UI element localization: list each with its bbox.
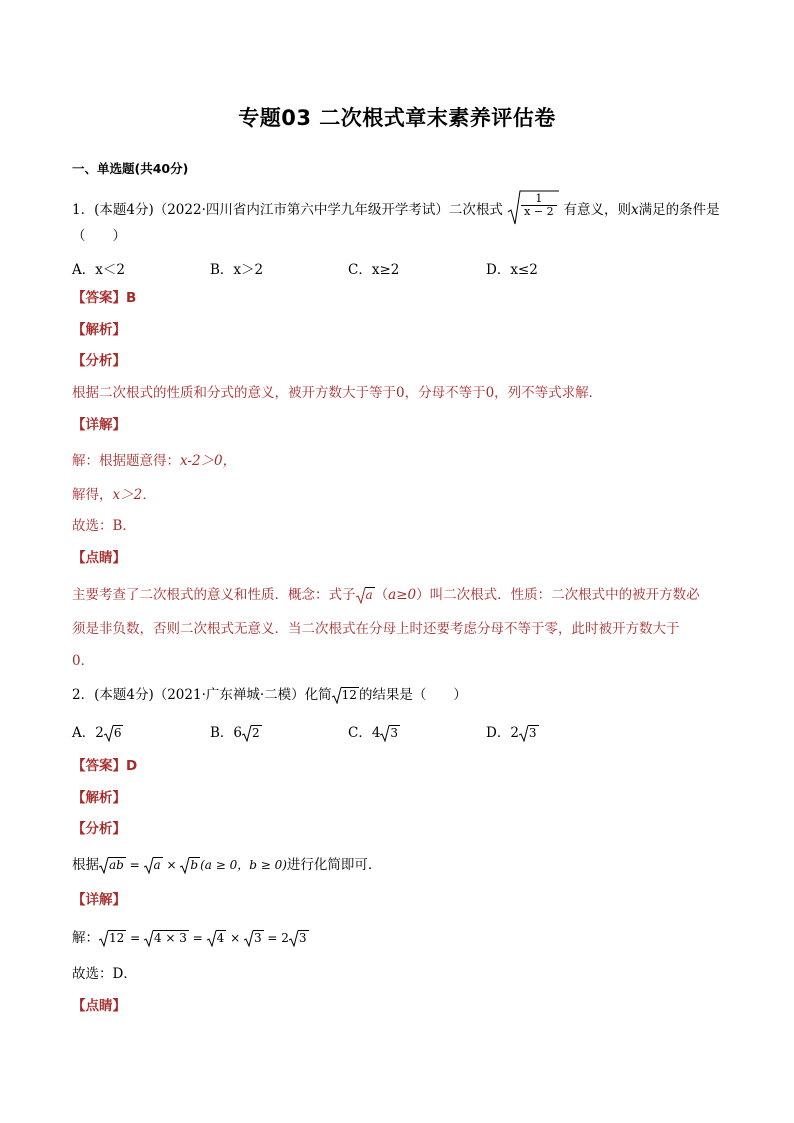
q1-xiangjie-label: 【详解】 — [72, 417, 126, 433]
q2-stem-radicand: 12 — [341, 688, 357, 702]
q1-frac-den: x − 2 — [524, 205, 554, 218]
q1-remark-line1 — [72, 586, 700, 604]
q2-sol-radicand-3: 4 — [216, 931, 225, 945]
q1-rem1-b: （ — [374, 587, 389, 603]
q1-remark-line3: 0． — [72, 653, 95, 669]
q1-rem1-d: ）叫二次根式．性质：二次根式中的被开方数必 — [416, 587, 700, 603]
q2-formula-radical-ab — [108, 857, 126, 873]
q2-sol-eq-3: = 2 — [263, 931, 289, 945]
q2-stem-radical — [341, 687, 359, 703]
radical-sign-icon — [519, 725, 529, 742]
q2-option-c-radicand: 3 — [390, 726, 399, 740]
q2-formula-radical-a — [153, 857, 163, 873]
q2-option-a-coef: A．2 — [72, 725, 104, 741]
q2-xiangjie-label: 【详解】 — [72, 892, 126, 908]
q2-formula-condition: (a ≥ 0，b ≥ 0) — [200, 858, 287, 872]
q1-stem-b: 有意义，则 — [563, 202, 631, 218]
q2-option-a-radicand: 6 — [113, 726, 122, 740]
q1-fenxi-label: 【分析】 — [72, 353, 126, 369]
radical-sign-icon — [380, 725, 390, 742]
q2-option-b-radicand: 2 — [252, 726, 260, 740]
radical-sign-icon — [289, 930, 299, 947]
q2-option-b-radical — [251, 725, 262, 741]
q2-choose: 故选：D． — [72, 966, 137, 982]
q1-sol2-b: x＞2． — [112, 487, 156, 503]
section-heading: 一、单选题(共40分) — [72, 161, 189, 176]
q2-sol-radical-3 — [216, 930, 227, 946]
q1-option-d: D．x≤2 — [486, 262, 538, 278]
q1-radical — [507, 190, 559, 226]
q2-formula-ab: ab — [109, 858, 124, 872]
q2-analysis-b: 进行化简即可． — [286, 857, 382, 873]
q2-option-d-radical — [528, 725, 539, 741]
q2-option-d — [486, 721, 539, 741]
q2-sol-a: 解： — [72, 930, 99, 946]
q1-stem-a: 1．(本题4分)（2022·四川省内江市第六中学九年级开学考试）二次根式 — [72, 202, 503, 218]
q2-formula-a: a — [153, 858, 161, 872]
q1-sol2-a: 解得， — [72, 487, 113, 503]
radical-sign-icon — [207, 930, 217, 947]
q2-sol-eq-2: = — [188, 931, 207, 945]
q2-option-a-radical — [113, 725, 124, 741]
q2-formula-radical-b — [189, 857, 200, 873]
q2-option-b-coef: B．6 — [210, 725, 243, 741]
q1-solution-line2 — [72, 486, 156, 504]
q2-formula-b: b — [190, 858, 199, 872]
q1-analysis: 根据二次根式的性质和分式的意义，被开方数大于等于0，分母不等于0，列不等式求解． — [72, 385, 603, 401]
q2-stem-a: 2．(本题4分)（2021·广东禅城·二模）化简 — [72, 687, 332, 703]
q2-formula-eq: = — [125, 858, 144, 872]
q2-option-a — [72, 721, 123, 741]
q2-solution — [72, 929, 309, 947]
radical-sign-icon — [144, 857, 154, 874]
q2-sol-radical-5 — [298, 930, 309, 946]
q2-sol-radicand-2: 4 × 3 — [153, 931, 187, 945]
q1-dianjing-label: 【点睛】 — [72, 550, 126, 566]
q1-option-c: C．x≥2 — [348, 262, 400, 278]
q1-jiexi-label: 【解析】 — [72, 322, 126, 338]
q2-sol-radical-2 — [153, 930, 189, 946]
q1-fraction — [521, 193, 556, 218]
q1-sol1-a: 解：根据题意得： — [72, 453, 180, 469]
q1-rem1-a: 主要考查了二次根式的意义和性质．概念：式子 — [72, 587, 356, 603]
q2-answer: 【答案】D — [72, 758, 138, 774]
radical-sign-icon — [99, 930, 109, 947]
q2-option-c-radical — [389, 725, 400, 741]
q2-option-c — [348, 721, 400, 741]
q1-option-a: A．x＜2 — [72, 262, 125, 278]
q1-rem1-radical — [365, 587, 375, 603]
q2-option-b — [210, 721, 262, 741]
q1-frac-num: 1 — [521, 193, 556, 206]
q1-stem-c: 满足的条件是 — [638, 202, 720, 218]
q2-option-d-coef: D．2 — [486, 725, 519, 741]
q2-sol-radical-1 — [108, 930, 126, 946]
q2-analysis-a: 根据 — [72, 857, 99, 873]
q1-option-b: B．x＞2 — [210, 262, 264, 278]
q2-option-c-coef: C．4 — [348, 725, 381, 741]
q2-option-d-radicand: 3 — [528, 726, 537, 740]
radical-sign-icon — [180, 857, 190, 874]
q2-stem-b: 的结果是（ ） — [358, 687, 467, 703]
q1-paren: （ ） — [72, 228, 126, 244]
q2-analysis — [72, 856, 381, 874]
radical-sign-icon — [242, 725, 252, 742]
q1-var: x — [630, 202, 639, 218]
q1-solution-line1 — [72, 452, 236, 470]
q2-formula-times: × — [162, 858, 181, 872]
q1-rem1-c: a≥0 — [388, 587, 417, 603]
q2-sol-eq-1: = — [126, 931, 144, 945]
radical-sign-icon — [99, 857, 109, 874]
q2-fenxi-label: 【分析】 — [72, 821, 126, 837]
q2-dianjing-label: 【点睛】 — [72, 998, 126, 1014]
q2-sol-radical-4 — [253, 930, 264, 946]
q1-rem1-radicand: a — [365, 588, 373, 602]
q1-stem — [72, 190, 720, 226]
q2-sol-radicand-5: 3 — [298, 931, 307, 945]
q2-stem — [72, 686, 467, 704]
q1-sol1-b: x-2＞0， — [180, 453, 237, 469]
radical-sign-icon — [144, 930, 154, 947]
q2-sol-times: × — [226, 931, 244, 945]
q2-sol-radicand-1: 12 — [109, 931, 125, 945]
q1-remark-line2: 须是非负数，否则二次根式无意义．当二次根式在分母上时还要考虑分母不等于零，此时被开方数大于 — [72, 621, 680, 637]
radical-sign-icon — [332, 687, 342, 704]
q2-sol-radicand-4: 3 — [253, 931, 262, 945]
q2-jiexi-label: 【解析】 — [72, 790, 126, 806]
radical-sign-icon — [104, 725, 114, 742]
q1-choose: 故选：B． — [72, 518, 136, 534]
radical-sign-icon — [244, 930, 254, 947]
page-title: 专题03 二次根式章末素养评估卷 — [238, 106, 556, 130]
q1-answer: 【答案】B — [72, 290, 137, 306]
radical-sign-icon — [356, 587, 366, 604]
